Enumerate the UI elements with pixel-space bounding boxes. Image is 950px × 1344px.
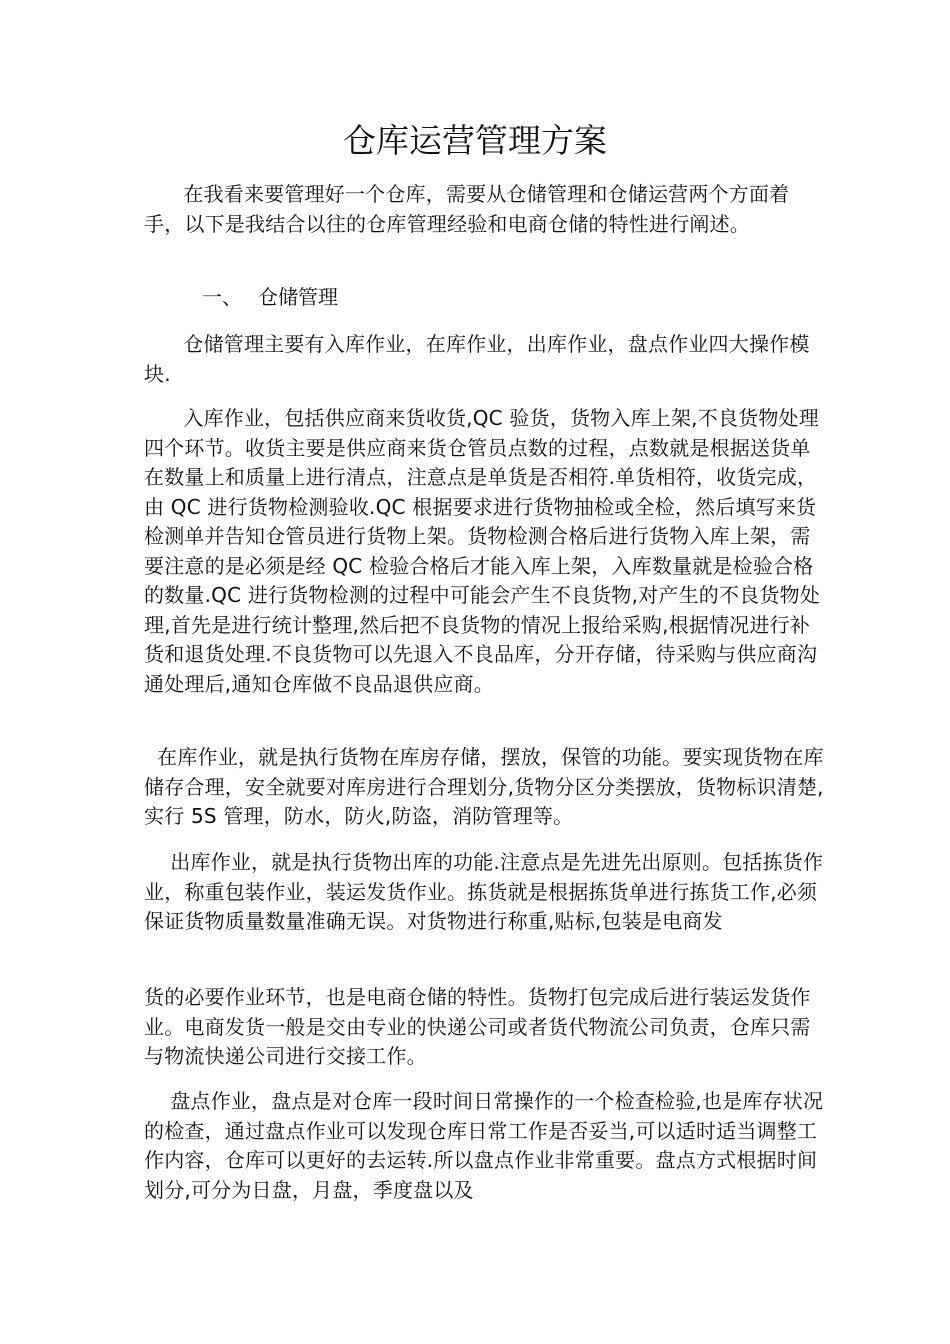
instock-paragraph: 在库作业，就是执行货物在库房存储，摆放，保管的功能。要实现货物在库储存合理，安全就要对库房进行合理划分,货物分区分类摆放，货物标识清楚,实行 5S 管理，防水，防火,防盗，消防管理等。 bbox=[144, 745, 824, 828]
inventory-paragraph: 盘点作业，盘点是对仓库一段时间日常操作的一个检查检验,也是库存状况的检查，通过盘点作业可以发现仓库日常工作是否妥当,可以适时适当调整工作内容，仓库可以更好的去运转.所以盘点作业非常重要。盘点方式根据时间划分,可分为日盘，月盘，季度盘以及 bbox=[144, 1089, 824, 1202]
inbound-paragraph: 入库作业，包括供应商来货收货,QC 验货，货物入库上架,不良货物处理四个环节。收货主要是供应商来货仓管员点数的过程，点数就是根据送货单在数量上和质量上进行清点，注意点是单货是否相符.单货相符，收货完成，由 QC 进行货物检测验收.QC 根据要求进行货物抽检或全检，然后填写来货检测单并告知仓管员进行货物上架。货物检测合格后进行货物入库上架，需要注意的是必须是经 QC 检验合格后才能入库上架，入库数量就是检验合格的数量.QC 进行货物检测的过程中可能会产生不良货物,对产生的不良货物处理,首先是进行统计整理,然后把不良货物的情况上报给采购,根据情况进行补货和退货处理.不良货物可以先退入不良品库，分开存储，待采购与供应商沟通处理后,通知仓库做不良品退供应商。 bbox=[144, 406, 820, 696]
intro-paragraph: 在我看来要管理好一个仓库，需要从仓储管理和仓储运营两个方面着手，以下是我结合以往的仓库管理经验和电商仓储的特性进行阐述。 bbox=[144, 182, 790, 236]
section-title: 仓储管理 bbox=[258, 285, 338, 309]
overview-paragraph: 仓储管理主要有入库作业，在库作业，出库作业，盘点作业四大操作模块. bbox=[144, 332, 810, 386]
outbound-paragraph: 出库作业，就是执行货物出库的功能.注意点是先进先出原则。包括拣货作业，称重包装作业，装运发货作业。拣货就是根据拣货单进行拣货工作,必须保证货物质量数量准确无误。对货物进行称重,贴标,包装是电商发 bbox=[144, 850, 824, 933]
document-title: 仓库运营管理方案 bbox=[343, 121, 607, 160]
section-heading bbox=[202, 283, 338, 312]
section-number: 一、 bbox=[202, 285, 242, 309]
outbound-continued-paragraph: 货的必要作业环节，也是电商仓储的特性。货物打包完成后进行装运发货作业。电商发货一般是交由专业的快递公司或者货代物流公司负责，仓库只需与物流快递公司进行交接工作。 bbox=[144, 985, 811, 1068]
